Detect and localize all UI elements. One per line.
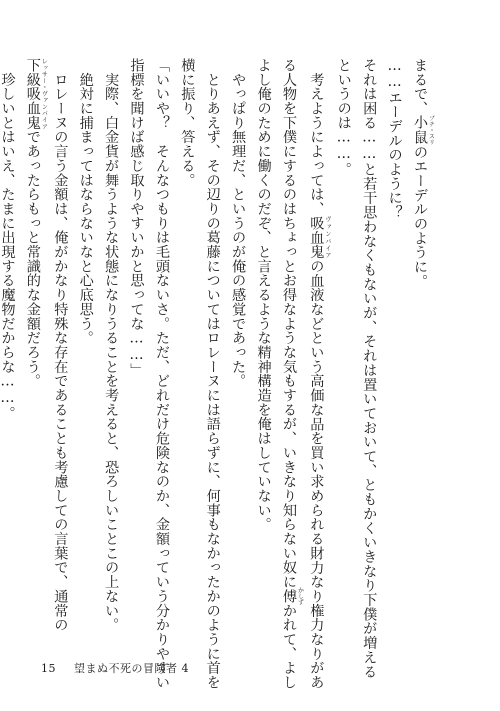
text-run: やっぱり無理だ、というのが俺の感覚であった。 bbox=[230, 58, 247, 389]
text-run: よし俺のために働くのだぞ、と言えるような精神構造を俺はしていない。 bbox=[255, 58, 272, 532]
text-line bbox=[407, 58, 434, 632]
ruby-base: 傅 bbox=[280, 587, 297, 606]
text-line bbox=[174, 58, 199, 632]
ruby-reading: プチ・スリ bbox=[427, 115, 435, 146]
ruby-reading: かしず bbox=[296, 587, 304, 606]
text-line bbox=[0, 58, 20, 632]
text-run: 「いいや？ そんなつもりは毛頭ないさ。ただ、どれだけ危険なのか、金額っていう分かりやすい bbox=[153, 58, 170, 690]
text-run: 横に振り、答える。 bbox=[179, 58, 196, 188]
text-line bbox=[20, 58, 47, 632]
text-run: というのは……。 bbox=[335, 58, 352, 177]
text-run: ……エーデルのように？ bbox=[386, 58, 403, 220]
text-run: 絶対に捕まってはならないなと心底思う。 bbox=[77, 58, 94, 345]
text-line bbox=[123, 58, 148, 632]
text-run: かれて、よし bbox=[280, 603, 297, 690]
ruby-base: 小鼠 bbox=[412, 115, 428, 146]
ruby-word bbox=[412, 115, 435, 146]
text-line bbox=[149, 58, 174, 690]
ruby-base: 下級吸血鬼 bbox=[24, 58, 41, 130]
text-line bbox=[330, 58, 355, 632]
text-run: とりあえず、その辺りの葛藤についてはロレーヌには語らずに、何事もなかったかのように首を bbox=[204, 58, 221, 690]
text-run: であったらもっと常識的な金額だろう。 bbox=[24, 129, 41, 389]
text-run: 実際、白金貨が舞うような状態になりうることを考えると、恐ろしいことこの上ない。 bbox=[103, 58, 120, 632]
ruby-word bbox=[308, 215, 331, 259]
text-line bbox=[47, 58, 72, 632]
text-line bbox=[250, 58, 275, 632]
ruby-word bbox=[280, 587, 304, 606]
text-line bbox=[276, 58, 304, 690]
text-run: ロレーヌの言う金額は、俺がかなり特殊な存在であることも考慮しての言葉で、通常の bbox=[52, 58, 69, 632]
text-line bbox=[303, 58, 331, 690]
ruby-word bbox=[24, 58, 48, 130]
text-line bbox=[98, 58, 123, 632]
book-title: 望まぬ不死の冒険者 4 bbox=[74, 662, 189, 675]
text-run: る人物を下僕にするのはちょっとお得なような気もするが、いきなり知らない奴に bbox=[280, 58, 297, 589]
ruby-reading: レッサー・ヴァンパイア bbox=[40, 58, 48, 130]
text-run: 考えようによっては、 bbox=[308, 58, 325, 216]
page-footer bbox=[41, 660, 189, 676]
text-run: 珍しいとはいえ、たまに出現する魔物だからな……。 bbox=[0, 58, 16, 421]
text-run: のエーデルのように。 bbox=[412, 144, 428, 289]
ruby-base: 吸血鬼 bbox=[308, 215, 325, 259]
page-number: 15 bbox=[41, 662, 56, 675]
text-line bbox=[199, 58, 224, 690]
text-run: 指標を聞けば感じ取りやすいかと思ってな……」 bbox=[128, 58, 145, 378]
text-run: の血液などという高価な品を買い求められる財力なり権力なりがあ bbox=[308, 258, 325, 690]
text-line bbox=[72, 58, 97, 632]
ruby-reading: ヴァンパイア bbox=[323, 215, 331, 259]
text-line bbox=[356, 58, 381, 679]
text-run: まるで、 bbox=[412, 58, 428, 116]
text-run: それは困る……と若干思わなくもないが、それは置いておいて、ともかくいきなり下僕が増える bbox=[361, 58, 378, 679]
text-line bbox=[225, 58, 250, 632]
text-line bbox=[381, 58, 406, 632]
